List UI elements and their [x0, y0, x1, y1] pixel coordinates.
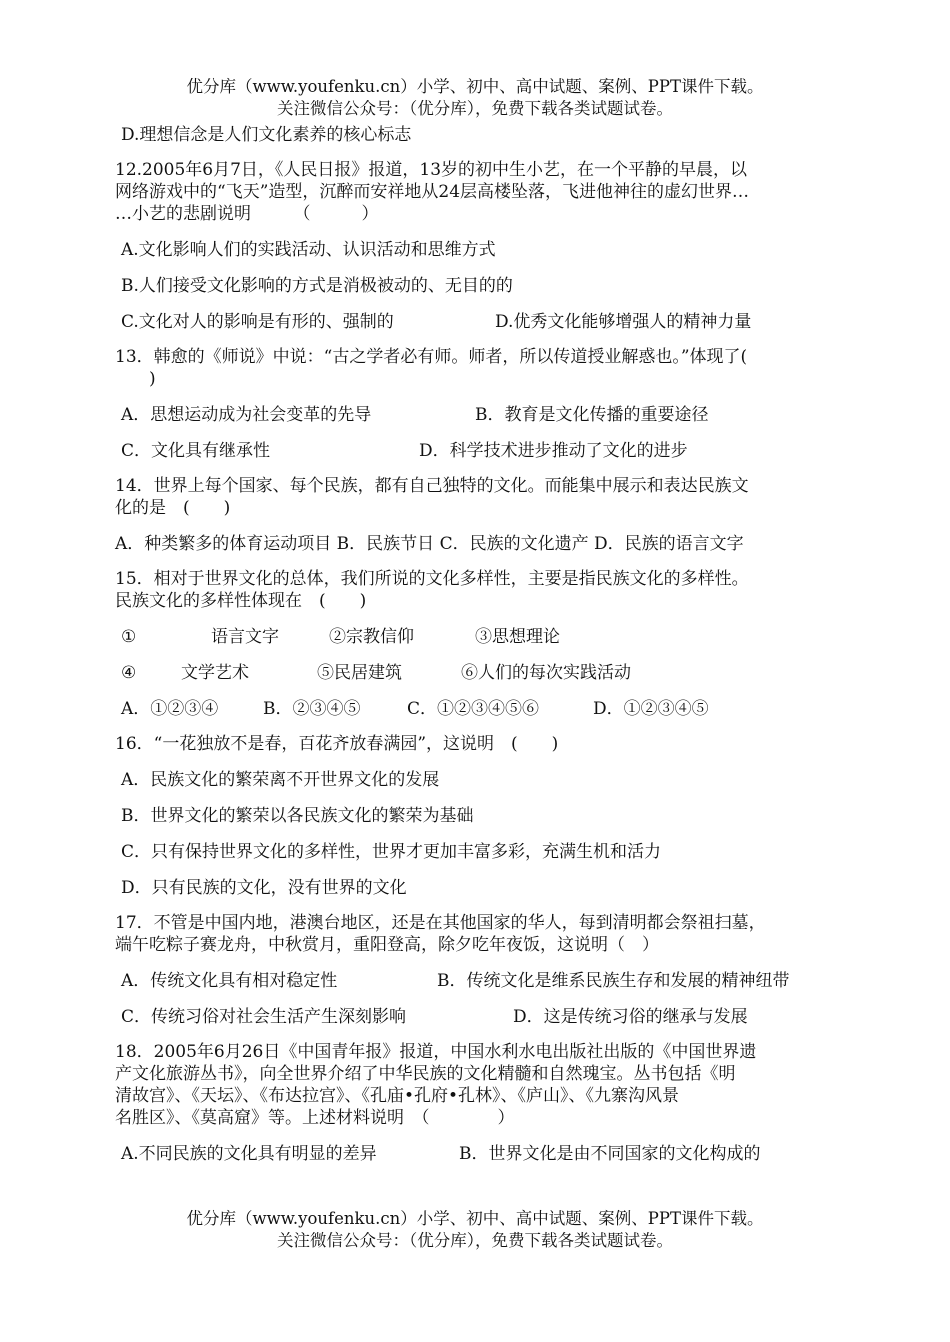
question-15-items-row-2 [115, 662, 835, 684]
question-17-line-2: 端午吃粽子赛龙舟，中秋赏月，重阳登高，除夕吃年夜饭，这说明（ ） [115, 935, 659, 955]
question-15-line-2: 民族文化的多样性体现在 ( ) [115, 591, 367, 611]
footer-line-2: 关注微信公众号：（优分库），免费下载各类试题试卷。 [277, 1231, 673, 1250]
question-15-option-b: B．②③④⑤ [263, 699, 361, 719]
question-16 [115, 733, 835, 755]
question-12 [115, 159, 835, 225]
question-12-options-cd [115, 311, 835, 333]
question-12-line-1: 12.2005年6月7日，《人民日报》报道，13岁的初中生小艺，在一个平静的早晨，以 [115, 160, 748, 180]
question-13 [115, 346, 835, 390]
question-13-options-cd [115, 440, 835, 462]
question-13-option-d: D．科学技术进步推动了文化的进步 [419, 441, 688, 461]
question-18-option-a: A.不同民族的文化具有明显的差异 [121, 1144, 377, 1164]
question-17-option-a: A．传统文化具有相对稳定性 [121, 971, 338, 991]
footer-line-1: 优分库（www.youfenku.cn）小学、初中、高中试题、案例、PPT课件下载。 [186, 1209, 764, 1228]
question-16-option-c: C．只有保持世界文化的多样性，世界才更加丰富多彩，充满生机和活力 [121, 842, 662, 862]
question-17 [115, 912, 835, 956]
question-13-option-a: A．思想运动成为社会变革的先导 [121, 405, 372, 425]
question-18 [115, 1041, 835, 1129]
question-16-line-1: 16．“一花独放不是春，百花齐放春满园”，这说明 ( ) [115, 734, 559, 754]
header-line-2: 关注微信公众号：（优分库），免费下载各类试题试卷。 [277, 99, 673, 118]
question-15-item-3: ③思想理论 [475, 627, 560, 647]
question-15-item-4-marker: ④ [121, 663, 137, 683]
question-18-line-4: 名胜区》、《莫高窟》等。上述材料说明 （ ） [115, 1108, 515, 1128]
question-15-item-5: ⑤民居建筑 [317, 663, 402, 683]
page-footer [0, 1208, 950, 1252]
question-12-line-2: 网络游戏中的“飞天”造型，沉醉而安祥地从24层高楼坠落，飞进他神往的虚幻世界… [115, 182, 750, 202]
question-15-options [115, 698, 835, 720]
question-18-line-1: 18．2005年6月26日《中国青年报》报道，中国水利水电出版社出版的《中国世界遗 [115, 1042, 757, 1062]
question-15-item-2: ②宗教信仰 [329, 627, 414, 647]
question-15-option-d: D．①②③④⑤ [593, 699, 709, 719]
question-12-option-d: D.优秀文化能够增强人的精神力量 [495, 312, 752, 332]
question-15-option-c: C．①②③④⑤⑥ [407, 699, 540, 719]
question-15-item-1-marker: ① [121, 627, 137, 647]
question-14-line-2: 化的是 ( ) [115, 498, 231, 518]
question-16-option-a: A．民族文化的繁荣离不开世界文化的发展 [121, 770, 440, 790]
question-12-line-3: …小艺的悲剧说明 （ ） [115, 204, 379, 224]
question-13-option-b: B．教育是文化传播的重要途径 [475, 405, 709, 425]
exam-content [115, 124, 835, 1165]
question-15-items-row-1 [115, 626, 835, 648]
question-14-line-1: 14．世界上每个国家、每个民族，都有自己独特的文化。而能集中展示和表达民族文 [115, 476, 749, 496]
question-17-option-c: C．传统习俗对社会生活产生深刻影响 [121, 1007, 407, 1027]
question-18-line-3: 清故宫》、《天坛》、《布达拉宫》、《孔庙•孔府•孔林》、《庐山》、《九寨沟风景 [115, 1086, 680, 1106]
question-15-line-1: 15．相对于世界文化的总体，我们所说的文化多样性，主要是指民族文化的多样性。 [115, 569, 749, 589]
question-15-option-a: A．①②③④ [121, 699, 219, 719]
question-14 [115, 475, 835, 519]
question-12-option-a: A.文化影响人们的实践活动、认识活动和思维方式 [121, 240, 496, 260]
question-14-options: A．种类繁多的体育运动项目 B．民族节日 C．民族的文化遗产 D．民族的语言文字 [115, 534, 744, 554]
question-17-options-ab [115, 970, 835, 992]
page-header [0, 76, 950, 120]
question-18-option-b: B．世界文化是由不同国家的文化构成的 [459, 1144, 761, 1164]
question-15-item-6: ⑥人们的每次实践活动 [461, 663, 631, 683]
question-16-option-b: B．世界文化的繁荣以各民族文化的繁荣为基础 [121, 806, 474, 826]
question-18-options-ab [115, 1143, 835, 1165]
question-17-option-b: B．传统文化是维系民族生存和发展的精神纽带 [437, 971, 790, 991]
question-15-item-4: 文学艺术 [181, 663, 249, 683]
question-12-option-c: C.文化对人的影响是有形的、强制的 [121, 312, 394, 332]
question-17-line-1: 17．不管是中国内地，港澳台地区，还是在其他国家的华人，每到清明都会祭祖扫墓， [115, 913, 766, 933]
question-17-options-cd [115, 1006, 835, 1028]
question-13-line-1: 13．韩愈的《师说》中说：“古之学者必有师。师者，所以传道授业解惑也。”体现了( [115, 347, 748, 367]
question-17-option-d: D．这是传统习俗的继承与发展 [513, 1007, 748, 1027]
question-13-options-ab [115, 404, 835, 426]
header-line-1: 优分库（www.youfenku.cn）小学、初中、高中试题、案例、PPT课件下载。 [186, 77, 764, 96]
previous-option-d: D.理想信念是人们文化素养的核心标志 [121, 125, 412, 145]
question-12-option-b: B.人们接受文化影响的方式是消极被动的、无目的的 [121, 276, 513, 296]
question-16-option-d: D．只有民族的文化，没有世界的文化 [121, 878, 407, 898]
question-15-item-1: 语言文字 [211, 627, 279, 647]
question-18-line-2: 产文化旅游丛书》，向全世界介绍了中华民族的文化精髓和自然瑰宝。丛书包括《明 [115, 1064, 736, 1084]
question-13-line-2: ) [115, 369, 156, 389]
question-15 [115, 568, 835, 612]
question-13-option-c: C．文化具有继承性 [121, 441, 271, 461]
